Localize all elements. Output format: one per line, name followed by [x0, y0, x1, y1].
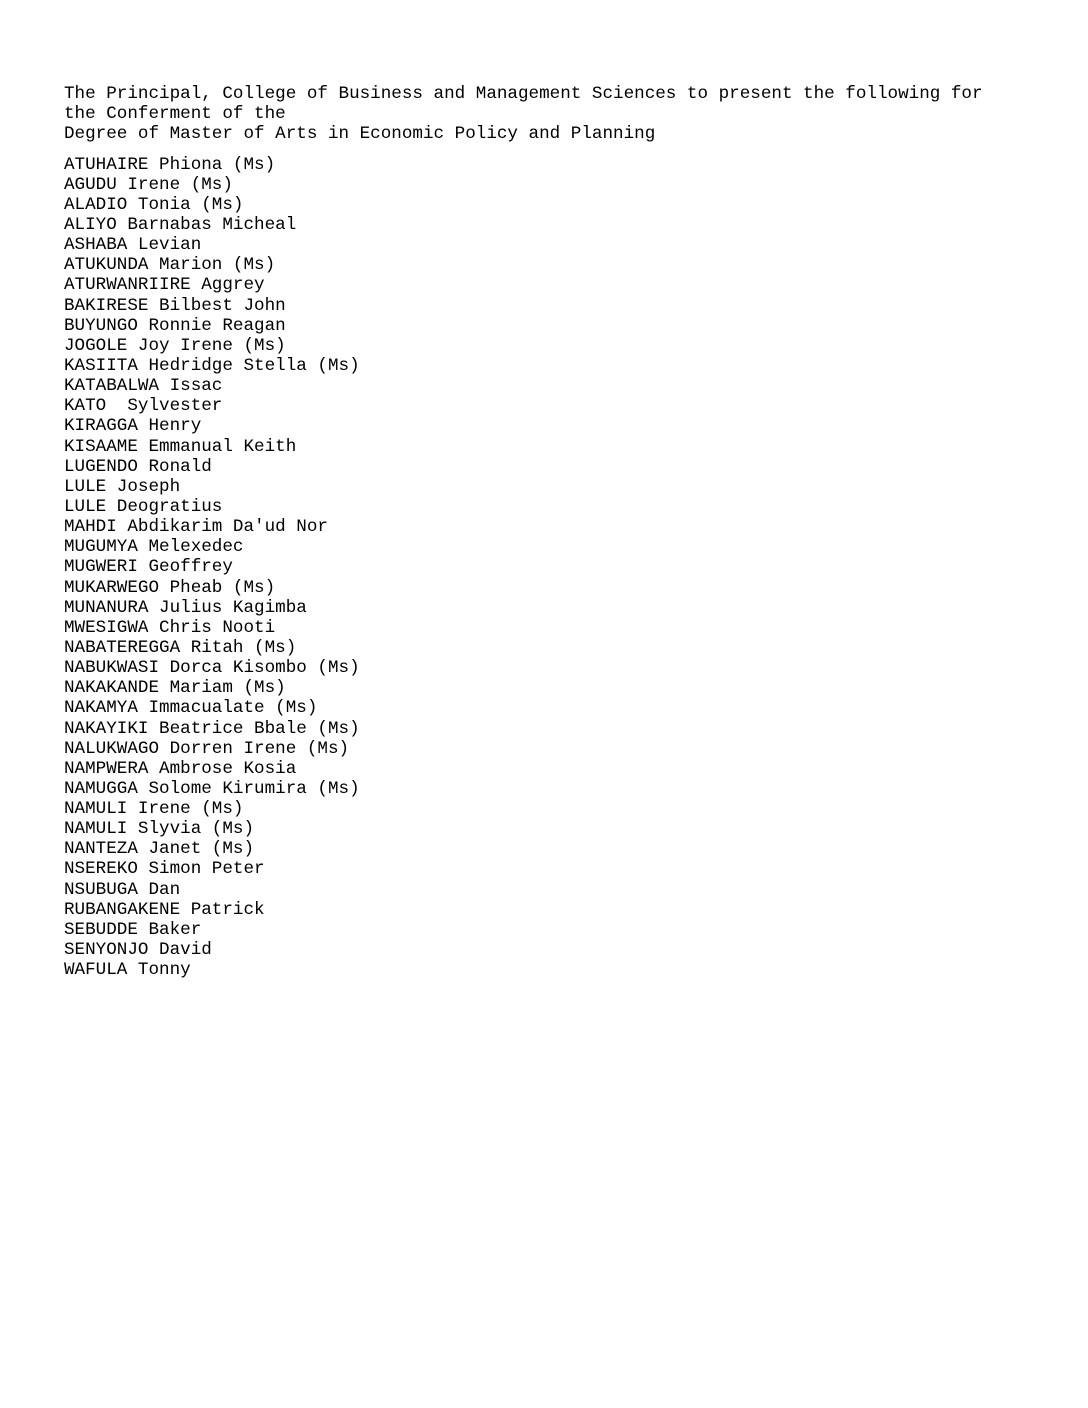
graduate-name: KATO Sylvester	[64, 396, 223, 417]
graduate-name: ALADIO Tonia (Ms)	[64, 194, 244, 215]
graduate-name: MWESIGWA Chris Nooti	[64, 617, 276, 638]
graduate-name: MUNANURA Julius Kagimba	[64, 597, 307, 618]
graduate-name: KATABALWA Issac	[64, 376, 223, 397]
graduate-name: NAKAYIKI Beatrice Bbale (Ms)	[64, 718, 360, 739]
graduate-name: NABUKWASI Dorca Kisombo (Ms)	[64, 658, 360, 679]
graduate-name: NAMUGGA Solome Kirumira (Ms)	[64, 778, 360, 799]
graduate-name: ALIYO Barnabas Micheal	[64, 214, 297, 235]
graduate-name: NSEREKO Simon Peter	[64, 859, 265, 880]
graduate-name: NAMULI Slyvia (Ms)	[64, 819, 255, 840]
graduate-name: KIRAGGA Henry	[64, 416, 202, 437]
graduate-name: NALUKWAGO Dorren Irene (Ms)	[64, 738, 350, 759]
heading-line-2: the Conferment of the	[64, 104, 286, 125]
graduate-name: AGUDU Irene (Ms)	[64, 174, 233, 195]
graduate-name: BAKIRESE Bilbest John	[64, 295, 286, 316]
heading-line-3: Degree of Master of Arts in Economic Policy and Planning	[64, 124, 656, 145]
graduate-name: NAMPWERA Ambrose Kosia	[64, 758, 297, 779]
graduate-name: WAFULA Tonny	[64, 960, 191, 981]
graduate-name: BUYUNGO Ronnie Reagan	[64, 315, 286, 336]
heading-line-1: The Principal, College of Business and Management Sciences to present the following for	[64, 84, 983, 104]
graduate-name: NAMULI Irene (Ms)	[64, 799, 244, 820]
graduate-names-list	[64, 155, 1054, 981]
graduate-name: LULE Joseph	[64, 476, 181, 497]
graduate-name: KISAAME Emmanual Keith	[64, 436, 297, 457]
graduate-name: MUGWERI Geoffrey	[64, 557, 233, 578]
graduate-name: SENYONJO David	[64, 940, 212, 961]
graduate-name: ATURWANRIIRE Aggrey	[64, 275, 265, 296]
graduate-name: MUKARWEGO Pheab (Ms)	[64, 577, 276, 598]
document-body	[64, 84, 1054, 980]
graduate-name: SEBUDDE Baker	[64, 919, 202, 940]
graduate-name: RUBANGAKENE Patrick	[64, 899, 265, 920]
document-heading	[64, 84, 1054, 145]
graduate-name: KASIITA Hedridge Stella (Ms)	[64, 355, 360, 376]
graduate-name: NSUBUGA Dan	[64, 879, 181, 900]
graduate-name: LUGENDO Ronald	[64, 456, 212, 477]
graduate-name: NANTEZA Janet (Ms)	[64, 839, 255, 860]
graduate-name: LULE Deogratius	[64, 496, 223, 517]
graduate-name: MUGUMYA Melexedec	[64, 537, 244, 558]
graduate-name: NAKAMYA Immacualate (Ms)	[64, 698, 318, 719]
graduate-name: ASHABA Levian	[64, 235, 202, 256]
graduate-name: MAHDI Abdikarim Da'ud Nor	[64, 517, 328, 538]
graduate-name: ATUKUNDA Marion (Ms)	[64, 255, 276, 276]
graduate-name: JOGOLE Joy Irene (Ms)	[64, 335, 286, 356]
graduate-name: NABATEREGGA Ritah (Ms)	[64, 637, 297, 658]
graduate-name: ATUHAIRE Phiona (Ms)	[64, 154, 276, 175]
graduate-name: NAKAKANDE Mariam (Ms)	[64, 678, 286, 699]
